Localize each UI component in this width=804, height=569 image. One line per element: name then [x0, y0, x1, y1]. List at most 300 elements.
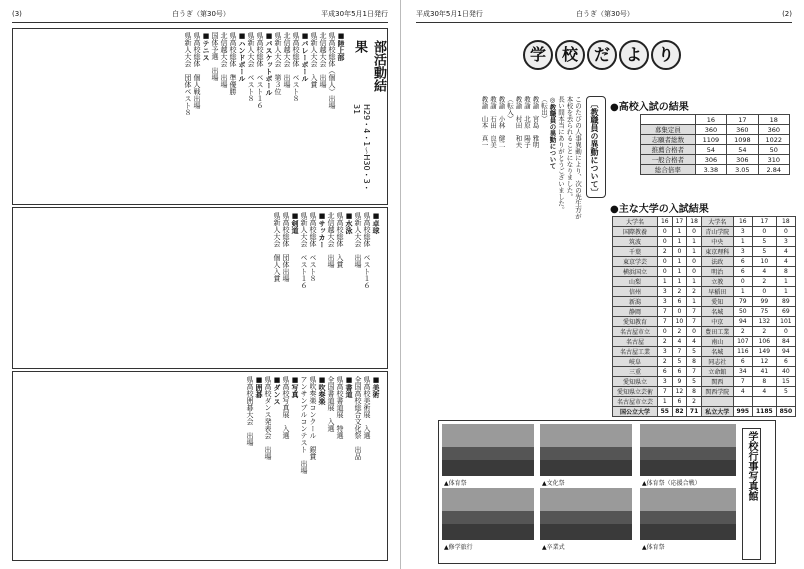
university-name: 愛知県立芸術 [613, 387, 658, 397]
table-cell: 1 [776, 277, 795, 287]
table-row [613, 327, 796, 337]
table-cell: 3 [776, 237, 795, 247]
university-name: 東京理科 [701, 247, 733, 257]
table-cell: 7 [733, 377, 752, 387]
university-name: 千葉 [613, 247, 658, 257]
table-cell: 75 [752, 307, 776, 317]
table-cell: 3 [657, 297, 672, 307]
table-row [613, 387, 796, 397]
table-cell: 306 [727, 155, 758, 165]
table-cell: 6 [733, 357, 752, 367]
table-row [613, 237, 796, 247]
table-cell: 106 [752, 337, 776, 347]
table-cell: 54 [727, 145, 758, 155]
table-cell: 306 [695, 155, 726, 165]
result-line: 国体予選 出場 [211, 32, 219, 81]
right-page-header [416, 8, 792, 23]
section-heading: ■書道 [345, 376, 353, 398]
table-cell: 5 [687, 377, 702, 387]
table-cell: 1 [687, 297, 702, 307]
table-cell: 1 [657, 277, 672, 287]
university-name: 信州 [613, 287, 658, 297]
table-cell: 71 [687, 407, 702, 417]
table-cell: 3.38 [695, 165, 726, 175]
table-header-cell [641, 115, 696, 125]
logo-char: り [651, 40, 681, 70]
university-name: 名古屋工業 [613, 347, 658, 357]
table-cell: 132 [752, 317, 776, 327]
table-row [613, 287, 796, 297]
table-cell: 1 [687, 247, 702, 257]
table-row [613, 297, 796, 307]
result-line: 全国書道展 入選 [327, 376, 335, 432]
result-line: 北信越大会 出場 [319, 32, 327, 88]
staff-line: 教諭 山本 真一 [480, 96, 489, 148]
table-row [613, 397, 796, 407]
table-cell: 5 [776, 387, 795, 397]
table-row [641, 155, 790, 165]
entrance-results-title: ●高校入試の結果 [610, 102, 689, 113]
table-cell: 5 [752, 237, 776, 247]
table-cell: 6 [733, 267, 752, 277]
table-cell: 69 [776, 307, 795, 317]
university-name: 立教 [701, 277, 733, 287]
row-label: 志願者総数 [641, 135, 696, 145]
table-cell: 360 [727, 125, 758, 135]
table-cell: 5 [687, 347, 702, 357]
table-row [613, 277, 796, 287]
photo-caption: ▲文化祭 [542, 480, 565, 487]
university-name: 立命館 [701, 367, 733, 377]
table-cell: 1 [776, 287, 795, 297]
staff-line: 教諭 石田 良美 [489, 96, 497, 148]
school-news-logo [522, 40, 692, 78]
photo-caption: ▲体育祭（応援合戦） [642, 480, 701, 487]
result-line: 県新人大会 ベスト８ [247, 32, 255, 102]
section-heading: ■写真 [291, 376, 299, 398]
university-name: 横浜国立 [613, 267, 658, 277]
table-cell: 0 [752, 227, 776, 237]
table-row [641, 165, 790, 175]
table-row [613, 407, 796, 417]
section-heading: ■ダンス [273, 376, 281, 405]
table-cell: 1098 [727, 135, 758, 145]
result-line: 県高校総体 個人戦出場 [193, 32, 201, 109]
table-cell: 3 [657, 287, 672, 297]
university-name: 岐阜 [613, 357, 658, 367]
result-line: 北信越大会 出場 [327, 212, 335, 268]
table-header-cell: 18 [687, 217, 702, 227]
table-cell: 0 [657, 227, 672, 237]
table-header-cell: 16 [695, 115, 726, 125]
university-name: 南山 [701, 337, 733, 347]
table-cell: 0 [687, 327, 702, 337]
table-cell: 1 [687, 277, 702, 287]
staff-line: 教諭 村田 和夫 [514, 96, 523, 148]
table-cell: 55 [657, 407, 672, 417]
table-cell: 995 [733, 407, 752, 417]
table-cell: 15 [776, 377, 795, 387]
university-name: 早稲田 [701, 287, 733, 297]
table-cell: 7 [687, 317, 702, 327]
table-cell: 99 [752, 297, 776, 307]
table-cell: 116 [733, 347, 752, 357]
table-cell: 0 [733, 277, 752, 287]
result-line: 県新人大会 出場 [354, 212, 362, 268]
table-cell: 7 [657, 387, 672, 397]
result-line: 県高校総体 ベスト１６ [363, 212, 371, 289]
table-cell: 0 [687, 257, 702, 267]
club-results-column-3 [20, 376, 380, 556]
table-cell: 1 [672, 257, 687, 267]
table-cell: 4 [752, 267, 776, 277]
newsletter-title: 白うぎ（第30号） [576, 10, 634, 18]
table-cell: 0 [672, 307, 687, 317]
university-name: 名城 [701, 307, 733, 317]
table-header-cell: 17 [752, 217, 776, 227]
table-cell [752, 397, 776, 407]
result-line: 県高校総体 ベスト８ [309, 212, 317, 282]
table-cell: 1 [672, 267, 687, 277]
table-cell: 8 [776, 267, 795, 277]
section-heading: ■美術 [372, 376, 380, 398]
university-name: 国際教養 [613, 227, 658, 237]
university-name: 東京学芸 [613, 257, 658, 267]
result-line: 北信越大会 出場 [283, 32, 291, 88]
university-name: 青山学院 [701, 227, 733, 237]
university-name: 静岡 [613, 307, 658, 317]
staff-line: 本校を去られることになりました。 [565, 96, 574, 200]
table-row [641, 145, 790, 155]
table-cell: 0 [657, 327, 672, 337]
table-row [613, 247, 796, 257]
table-header-cell: 17 [727, 115, 758, 125]
newsletter-title: 白うぎ（第30号） [172, 10, 230, 18]
table-cell: 2 [752, 277, 776, 287]
table-cell: 2 [733, 327, 752, 337]
table-cell: 5 [752, 247, 776, 257]
university-name: 三重 [613, 367, 658, 377]
table-cell: 4 [752, 387, 776, 397]
table-cell: 6 [776, 357, 795, 367]
table-cell: 107 [733, 337, 752, 347]
photo-caption: ▲体育祭 [444, 480, 467, 487]
table-cell: 1109 [695, 135, 726, 145]
table-cell: 360 [758, 125, 789, 135]
university-name: 愛知教育 [613, 317, 658, 327]
table-header-cell: 16 [657, 217, 672, 227]
university-name: 名古屋市立 [613, 327, 658, 337]
table-cell: 0 [657, 237, 672, 247]
table-cell: 2 [672, 287, 687, 297]
table-cell: 7 [657, 317, 672, 327]
result-line: 県高校総体 ベスト８ [292, 32, 300, 102]
staff-notice-body [424, 96, 582, 406]
table-cell: 3 [733, 247, 752, 257]
logo-char: 学 [523, 40, 553, 70]
result-line: 県高校総体（個人）出場 [328, 32, 336, 109]
club-results-column-2 [20, 212, 380, 364]
staff-line: 長い間本当にありがとうございました。 [557, 96, 565, 213]
table-cell: 8 [687, 387, 702, 397]
table-cell [733, 397, 752, 407]
table-cell: 3 [733, 227, 752, 237]
club-results-period: H29・4・1〜H30・3・31 [352, 104, 371, 192]
university-name: 法政 [701, 257, 733, 267]
table-cell: 34 [733, 367, 752, 377]
table-header-cell: 17 [672, 217, 687, 227]
table-cell: 6 [733, 257, 752, 267]
table-cell: 4 [687, 337, 702, 347]
university-name: 同志社 [701, 357, 733, 367]
section-heading: ■テニス [202, 32, 210, 61]
table-row [613, 377, 796, 387]
table-cell: 7 [687, 307, 702, 317]
result-line: 県新人大会 個人入賞 [273, 212, 281, 282]
table-cell: 2 [687, 397, 702, 407]
row-label: 募集定員 [641, 125, 696, 135]
university-results-title: ●主な大学の入試結果 [610, 204, 709, 215]
table-cell: 0 [657, 257, 672, 267]
university-name: 明治 [701, 267, 733, 277]
table-cell: 41 [752, 367, 776, 377]
university-name: 名古屋 [613, 337, 658, 347]
table-cell: 1 [672, 277, 687, 287]
table-cell: 6 [657, 367, 672, 377]
table-cell: 4 [733, 387, 752, 397]
table-cell: 3 [657, 377, 672, 387]
staff-line: （転入） [506, 96, 514, 122]
table-row [613, 267, 796, 277]
table-cell: 2 [657, 247, 672, 257]
table-cell: 0 [687, 267, 702, 277]
university-name: 愛知 [701, 297, 733, 307]
table-cell: 1 [672, 227, 687, 237]
table-row [613, 317, 796, 327]
result-line: 県高校囲碁大会 出場 [246, 376, 254, 446]
result-line: 県高校写真展 入選 [282, 376, 290, 439]
university-name: 新潟 [613, 297, 658, 307]
result-line: 県高校総体 入賞 [336, 212, 344, 268]
table-cell: 0 [687, 227, 702, 237]
page-number: (3) [12, 10, 22, 18]
table-cell: 1 [657, 397, 672, 407]
university-name: 山梨 [613, 277, 658, 287]
table-cell: 4 [672, 337, 687, 347]
table-header-cell: 大学名 [613, 217, 658, 227]
university-name: 関西 [701, 377, 733, 387]
section-heading: ■吹奏楽 [318, 376, 326, 405]
section-heading: ■剣道 [291, 212, 299, 234]
table-cell: 149 [752, 347, 776, 357]
event-photo [640, 424, 736, 476]
table-cell: 7 [657, 307, 672, 317]
table-row [613, 337, 796, 347]
staff-line: 教諭 宮島 雅明 [531, 96, 540, 148]
table-cell: 3 [657, 347, 672, 357]
section-heading: ■卓球 [372, 212, 380, 234]
table-cell: 3.05 [727, 165, 758, 175]
university-name: 愛知県立 [613, 377, 658, 387]
section-heading: ■囲碁 [255, 376, 263, 398]
university-name: 国公立大学 [613, 407, 658, 417]
photo-caption: ▲卒業式 [542, 544, 565, 551]
staff-line: （転出） [540, 96, 548, 122]
table-header-row [613, 217, 796, 227]
table-cell: 6 [672, 297, 687, 307]
table-cell: 2 [752, 327, 776, 337]
result-line: 県高校書道展 特選 [336, 376, 344, 439]
table-cell: 1 [672, 237, 687, 247]
table-cell: 0 [776, 327, 795, 337]
result-line: 県高校総体 準優勝 [229, 32, 237, 95]
photo-caption: ▲修学旅行 [444, 544, 473, 551]
table-cell: 2 [672, 327, 687, 337]
university-name: 名城 [701, 347, 733, 357]
university-name: 中京 [701, 317, 733, 327]
table-header-cell: 18 [758, 115, 789, 125]
event-photo [640, 488, 736, 540]
table-cell: 94 [733, 317, 752, 327]
result-line: 県高校総体 ベスト１６ [256, 32, 264, 109]
staff-line: ◎教職員の異動について [548, 96, 557, 169]
table-cell: 360 [695, 125, 726, 135]
row-label: 一般合格者 [641, 155, 696, 165]
university-name: 私立大学 [701, 407, 733, 417]
table-row [613, 367, 796, 377]
table-cell: 2.84 [758, 165, 789, 175]
table-cell: 12 [672, 387, 687, 397]
issue-date: 平成30年5月1日発行 [321, 10, 388, 18]
table-row [613, 257, 796, 267]
section-heading: ■水泳 [345, 212, 353, 234]
table-cell: 0 [752, 287, 776, 297]
event-photo [540, 488, 632, 540]
staff-notice-title: 〔教職員の異動について〕 [590, 100, 599, 196]
result-line: 県高校ダンス発表会 出場 [264, 376, 272, 460]
left-page [0, 0, 401, 569]
event-photo [540, 424, 632, 476]
table-cell: 50 [758, 145, 789, 155]
row-label: 総合倍率 [641, 165, 696, 175]
university-results-table [612, 216, 796, 417]
table-cell: 0 [657, 267, 672, 277]
result-line: アンサンブルコンテスト 出場 [300, 376, 308, 474]
events-gallery-title: 学校行事写真館 [742, 428, 761, 560]
issue-date: 平成30年5月1日発行 [416, 10, 483, 18]
table-cell: 2 [687, 287, 702, 297]
table-cell: 82 [672, 407, 687, 417]
table-cell: 2 [657, 337, 672, 347]
table-header-cell: 大学名 [701, 217, 733, 227]
table-row [613, 347, 796, 357]
event-photo [442, 424, 534, 476]
table-cell [776, 397, 795, 407]
table-cell: 8 [752, 377, 776, 387]
table-cell: 310 [758, 155, 789, 165]
staff-line: 教諭 北原 陽子 [523, 96, 531, 148]
club-results-title: 部活動結果 [352, 40, 386, 92]
table-cell: 4 [776, 257, 795, 267]
table-row [613, 307, 796, 317]
table-cell: 94 [776, 347, 795, 357]
table-cell: 0 [776, 227, 795, 237]
university-name: 筑波 [613, 237, 658, 247]
table-cell: 7 [687, 367, 702, 377]
table-cell: 9 [672, 377, 687, 387]
left-page-header [12, 8, 388, 23]
table-cell: 40 [776, 367, 795, 377]
club-results-column-1 [20, 32, 345, 200]
table-cell: 79 [733, 297, 752, 307]
page-number: (2) [782, 10, 792, 18]
staff-line: 教諭 小林 健二 [497, 96, 506, 148]
table-cell: 50 [733, 307, 752, 317]
result-line: 県高校美術展 入選 [363, 376, 371, 439]
table-row [641, 125, 790, 135]
university-name: 関西学院 [701, 387, 733, 397]
table-cell: 5 [672, 357, 687, 367]
logo-char: よ [619, 40, 649, 70]
section-heading: ■バレーボール [301, 32, 309, 82]
table-cell: 84 [776, 337, 795, 347]
table-cell: 101 [776, 317, 795, 327]
table-cell: 54 [695, 145, 726, 155]
table-cell: 1 [733, 287, 752, 297]
table-cell: 1185 [752, 407, 776, 417]
table-cell: 10 [672, 317, 687, 327]
university-name: 名古屋市立芸 [613, 397, 658, 407]
result-line: 県吹奏楽コンクール 銀賞 [309, 376, 317, 460]
table-cell: 10 [752, 257, 776, 267]
table-cell: 8 [687, 357, 702, 367]
table-row [613, 227, 796, 237]
table-header-cell: 16 [733, 217, 752, 227]
table-cell: 850 [776, 407, 795, 417]
right-page [404, 0, 804, 569]
logo-char: だ [587, 40, 617, 70]
section-heading: ■ハンドボール [238, 32, 246, 82]
table-header-cell: 18 [776, 217, 795, 227]
section-heading: ■陸上部 [337, 32, 345, 61]
staff-line: このたびの人事異動により、次の先生方が [574, 96, 582, 220]
result-line: 県高校総体 団体出場 [282, 212, 290, 282]
result-line: 県新人大会 第３位 [274, 32, 282, 95]
section-heading: ■サッカー [318, 212, 326, 248]
table-cell: 6 [672, 367, 687, 377]
table-header-row [641, 115, 790, 125]
university-name: 豊田工業 [701, 327, 733, 337]
table-cell: 0 [672, 247, 687, 257]
logo-char: 校 [555, 40, 585, 70]
table-cell: 4 [776, 247, 795, 257]
table-cell: 1 [687, 237, 702, 247]
table-cell: 1022 [758, 135, 789, 145]
row-label: 推薦合格者 [641, 145, 696, 155]
result-line: 全国高校総合文化祭 出品 [354, 376, 362, 460]
university-name [701, 397, 733, 407]
result-line: 県新人大会 入賞 [310, 32, 318, 88]
university-name: 中央 [701, 237, 733, 247]
entrance-results-table [640, 114, 790, 175]
result-line: 北信越大会 出場 [220, 32, 228, 88]
table-cell: 1 [733, 237, 752, 247]
event-photo [442, 488, 534, 540]
table-cell: 2 [657, 357, 672, 367]
table-cell: 7 [672, 347, 687, 357]
result-line: 県新人大会 団体ベスト８ [184, 32, 192, 116]
section-heading: ■バスケットボール [265, 32, 273, 96]
